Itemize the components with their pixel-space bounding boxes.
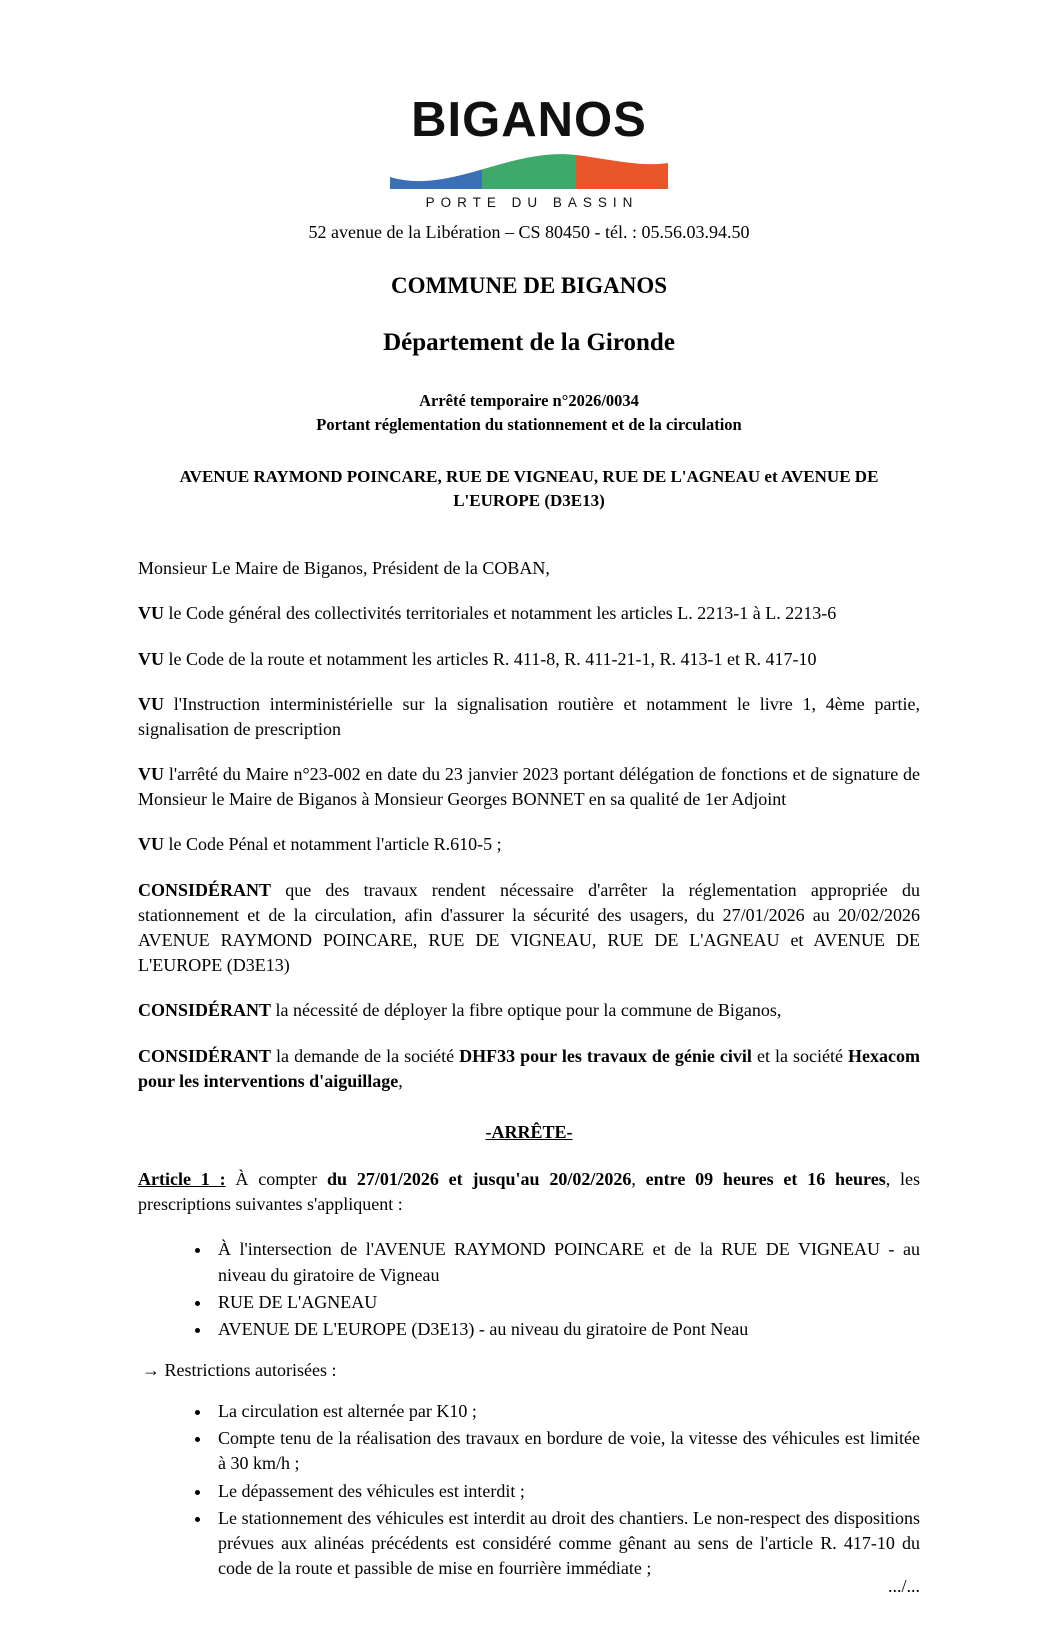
- article-1-label: Article 1 :: [138, 1168, 226, 1189]
- considerant-text: la nécessité de déployer la fibre optique pour la commune de Biganos,: [271, 1000, 782, 1021]
- paragraph-vu-1: [138, 601, 920, 626]
- document-body: [138, 556, 920, 1581]
- article-1-hours: entre 09 heures et 16 heures: [645, 1168, 886, 1189]
- vu-label: VU: [138, 764, 164, 785]
- paragraph-considerant-1: [138, 878, 920, 979]
- considerant-text: que des travaux rendent nécessaire d'arrêter la réglementation appropriée du stationnement et de la circulation, afin d'assurer la sécurité des usagers, du 27/01/2026 au 20/02/2026 AVENUE RAYMOND POINCARE, RUE DE VIGNEAU, RUE DE L'AGNEAU et AVENUE DE L'EUROPE (D3E13): [138, 879, 920, 976]
- paragraph-vu-2: [138, 647, 920, 672]
- letterhead: [138, 93, 920, 243]
- paragraph-article-1: [138, 1167, 920, 1217]
- vu-text: l'Instruction interministérielle sur la signalisation routière et notamment le livre 1, 4ème partie, signalisation de prescription: [138, 693, 920, 739]
- restrictions-list: [138, 1399, 920, 1581]
- considerant-label: CONSIDÉRANT: [138, 879, 272, 900]
- article-1-part1: À compter: [225, 1168, 328, 1189]
- restrictions-intro: → Restrictions autorisées :: [142, 1360, 337, 1381]
- considerant-text-part1: la demande de la société: [271, 1045, 460, 1066]
- article-1-dates: du 27/01/2026 et jusqu'au 20/02/2026: [327, 1168, 632, 1189]
- list-item: • Compte tenu de la réalisation des travaux en bordure de voie, la vitesse des véhicules est limitée à 30 km/h ;: [212, 1426, 920, 1476]
- arrete-subject: Portant réglementation du stationnement et de la circulation: [316, 414, 742, 434]
- company-dhf33: DHF33 pour les travaux de génie civil: [459, 1045, 752, 1066]
- list-item: • Le dépassement des véhicules est interdit ;: [212, 1479, 920, 1504]
- paragraph-considerant-3: [138, 1044, 920, 1094]
- considerant-text-part2: et la société: [751, 1045, 849, 1066]
- vu-text: l'arrêté du Maire n°23-002 en date du 23 janvier 2023 portant délégation de fonctions et de signature de Monsieur le Maire de Biganos à Monsieur Georges BONNET en sa qualité de 1er Adjoint: [138, 764, 920, 810]
- paragraph-vu-4: [138, 762, 920, 812]
- paragraph-opening: Monsieur Le Maire de Biganos, Président de la COBAN,: [138, 558, 550, 579]
- considerant-label: CONSIDÉRANT: [138, 1000, 272, 1021]
- page-title-commune: COMMUNE DE BIGANOS: [390, 273, 667, 298]
- locations-list: [138, 1237, 920, 1342]
- logo-wordmark: BIGANOS: [411, 93, 647, 147]
- article-1-part3: , les prescriptions suivantes s'appliquent :: [138, 1168, 921, 1215]
- vu-label: VU: [138, 834, 164, 855]
- letterhead-address: 52 avenue de la Libération – CS 80450 - tél. : 05.56.03.94.50: [308, 222, 750, 242]
- vu-text: le Code Pénal et notamment l'article R.610-5 ;: [164, 834, 502, 855]
- vu-label: VU: [138, 648, 164, 669]
- arrete-streets: AVENUE RAYMOND POINCARE, RUE DE VIGNEAU, RUE DE L'AGNEAU et AVENUE DE L'EUROPE (D3E13): [179, 466, 879, 511]
- paragraph-vu-5: [138, 832, 920, 857]
- paragraph-considerant-2: [138, 998, 920, 1023]
- list-item: • AVENUE DE L'EUROPE (D3E13) - au niveau du giratoire de Pont Neau: [212, 1317, 920, 1342]
- logo-tagline: PORTE DU BASSIN: [425, 195, 639, 210]
- considerant-text-part3: ,: [398, 1070, 403, 1091]
- vu-text: le Code de la route et notamment les articles R. 411-8, R. 411-21-1, R. 413-1 et R. 417-10: [164, 648, 817, 669]
- page-subtitle-departement: Département de la Gironde: [383, 329, 675, 356]
- arrete-decision-heading: -ARRÊTE-: [485, 1121, 573, 1142]
- company-hexacom: Hexacom pour les interventions d'aiguillage: [138, 1045, 920, 1091]
- paragraph-vu-3: [138, 692, 920, 742]
- list-item: • RUE DE L'AGNEAU: [212, 1290, 920, 1315]
- page-continuation-marker: .../...: [887, 1576, 920, 1597]
- vu-label: VU: [138, 693, 164, 714]
- biganos-logo: [390, 93, 668, 210]
- logo-wave-icon: [390, 151, 668, 189]
- considerant-label: CONSIDÉRANT: [138, 1045, 272, 1066]
- arrete-number: Arrêté temporaire n°2026/0034: [419, 391, 639, 410]
- article-1-part2: ,: [631, 1168, 646, 1189]
- vu-label: VU: [138, 603, 164, 624]
- list-item: • La circulation est alternée par K10 ;: [212, 1399, 920, 1424]
- arrete-heading: [138, 389, 920, 437]
- list-item: • À l'intersection de l'AVENUE RAYMOND POINCARE et de la RUE DE VIGNEAU - au niveau du giratoire de Vigneau: [212, 1237, 920, 1287]
- list-item: • Le stationnement des véhicules est interdit au droit des chantiers. Le non-respect des dispositions prévues aux alinéas précédents est considéré comme gênant au sens de l'article R. 417-10 du code de la route et passible de mise en fourrière immédiate ;: [212, 1506, 920, 1582]
- vu-text: le Code général des collectivités territoriales et notamment les articles L. 2213-1 à L. 2213-6: [164, 603, 837, 624]
- logo-color-bars: [390, 151, 668, 189]
